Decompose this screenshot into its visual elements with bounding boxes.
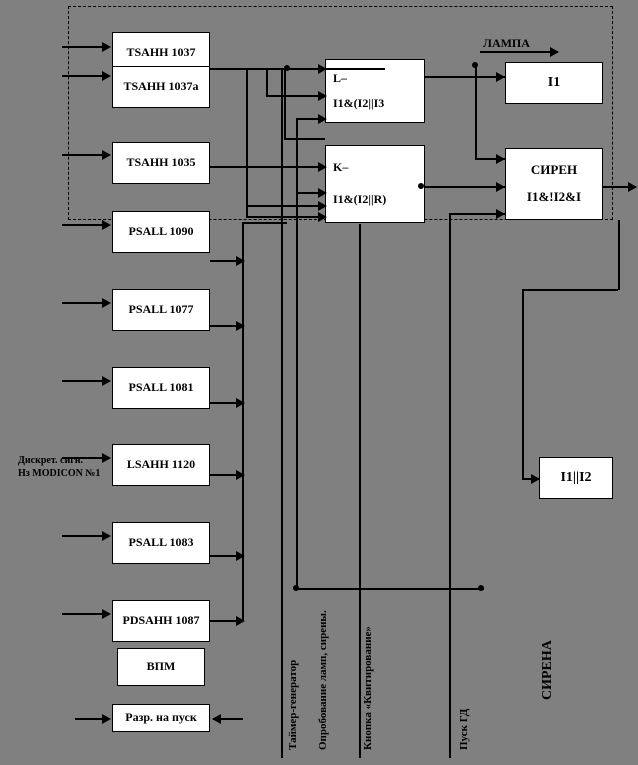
vertical-label-sirena-output: СИРЕНА	[540, 640, 555, 700]
vertical-label-pusk-gd: Пуск ГД	[458, 708, 470, 750]
logic-block-l-line1: L–	[333, 70, 348, 85]
input-block-label: PSALL 1090	[128, 224, 194, 239]
output-block-siren-line1: СИРЕН	[530, 162, 578, 178]
input-block-psall-1081[interactable]	[112, 367, 210, 409]
input-block-pdsahh-1087[interactable]	[112, 600, 210, 642]
input-block-label: PDSAHH 1087	[122, 613, 200, 628]
input-block-psall-1077[interactable]	[112, 289, 210, 331]
logic-block-l-line2: I1&(I2||I3	[333, 95, 385, 110]
vertical-label-lamp-siren-test: Опробование ламп, сирены.	[317, 610, 329, 750]
input-block-psall-1083[interactable]	[112, 522, 210, 564]
label-lampa: ЛАМПА	[483, 36, 530, 50]
input-block-label: TSAHH 1037	[126, 45, 196, 60]
input-block-label: LSAHH 1120	[126, 457, 196, 472]
label-discrete-line1: Дискрет. сигн.	[18, 455, 84, 466]
input-block-label: TSAHH 1035	[126, 155, 196, 170]
input-block-label: PSALL 1083	[128, 535, 194, 550]
output-block-siren[interactable]	[505, 148, 603, 220]
input-block-label: Разр. на пуск	[125, 710, 197, 725]
input-block-psall-1090[interactable]	[112, 211, 210, 253]
input-block-tsahh-1037a[interactable]	[112, 66, 210, 108]
logic-block-k-line2: I1&(I2||R)	[333, 192, 387, 207]
logic-block-k-line1: K–	[333, 160, 349, 175]
output-block-i1-or-i2[interactable]	[539, 457, 613, 499]
input-block-label: TSAHH 1037a	[123, 79, 199, 94]
input-block-razr-na-pusk[interactable]	[112, 704, 210, 732]
input-block-lsahh-1120[interactable]	[112, 444, 210, 486]
output-block-label: I1	[547, 74, 561, 90]
vertical-label-acknowledge-button: Кнопка «Квитирование»	[362, 626, 374, 750]
output-block-label: I1||I2	[560, 469, 592, 485]
vertical-label-timer-generator: Таймер-генератор	[287, 659, 299, 750]
output-block-siren-line2: I1&!I2&I	[526, 189, 582, 205]
output-block-i1[interactable]	[505, 62, 603, 104]
input-block-vpm[interactable]	[117, 648, 205, 686]
input-block-label: PSALL 1077	[128, 302, 194, 317]
logic-block-k[interactable]	[325, 145, 425, 223]
input-block-label: ВПМ	[146, 659, 176, 674]
input-block-label: PSALL 1081	[128, 380, 194, 395]
input-block-tsahh-1035[interactable]	[112, 142, 210, 184]
label-discrete-line2: Нз MODICON №1	[18, 468, 101, 479]
